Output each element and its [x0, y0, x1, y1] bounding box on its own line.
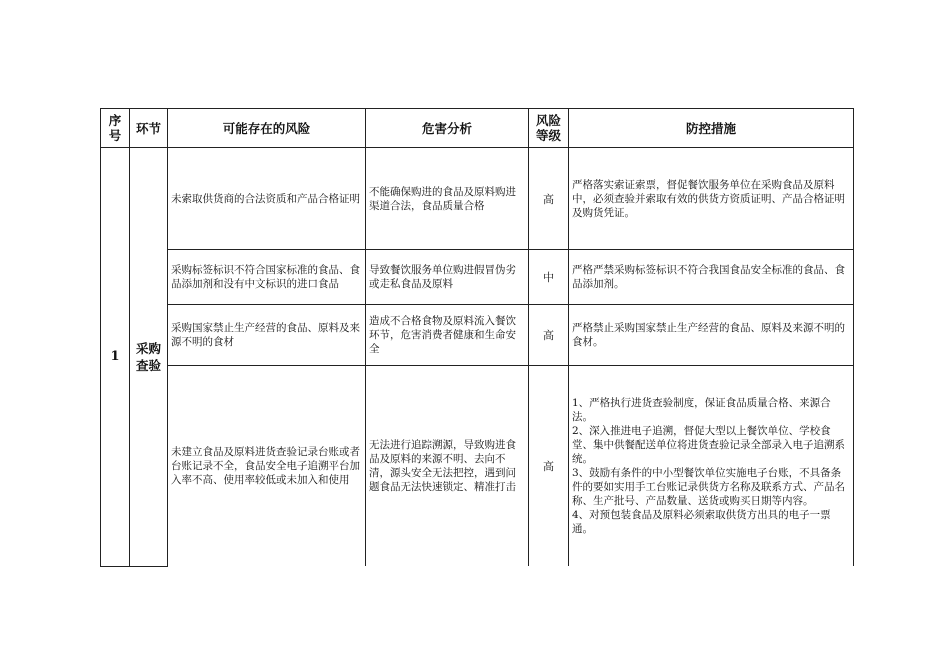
stage-cell	[130, 148, 168, 567]
level-cell: 高	[529, 366, 569, 567]
measures-cell	[569, 366, 854, 567]
level-cell: 高	[529, 148, 569, 250]
header-stage: 环节	[130, 109, 168, 148]
harm-cell: 造成不合格食物及原料流入餐饮环节，危害消费者健康和生命安全	[366, 305, 529, 366]
measure-item: 1、严格执行进货查验制度，保证食品质量合格、来源合法。	[572, 397, 831, 423]
table-row	[101, 148, 854, 250]
table-row	[101, 305, 854, 366]
measure-item: 4、对预包装食品及原料必须索取供货方出具的电子一票通。	[572, 509, 831, 535]
measures-cell: 严格禁止采购国家禁止生产经营的食品、原料及来源不明的食材。	[569, 305, 854, 366]
header-level-line1: 风险	[535, 113, 561, 128]
stage-line1: 采购	[135, 340, 161, 356]
header-level	[529, 109, 569, 148]
header-row	[101, 109, 854, 148]
risk-cell: 未建立食品及原料进货查验记录台账或者台账记录不全，食品安全电子追溯平台加入率不高、使用率较低或未加入和使用	[168, 366, 366, 567]
measure-item: 3、鼓励有条件的中小型餐饮单位实施电子台账，不具备条件的要如实用手工台账记录供货方名称及联系方式、产品名称、生产批号、产品数量、送货或购买日期等内容。	[572, 467, 845, 507]
header-seq: 序号	[101, 109, 130, 148]
risk-cell: 未索取供货商的合法资质和产品合格证明	[168, 148, 366, 250]
measures-cell: 严格严禁采购标签标识不符合我国食品安全标准的食品、食品添加剂。	[569, 250, 854, 305]
harm-cell: 导致餐饮服务单位购进假冒伪劣或走私食品及原料	[366, 250, 529, 305]
table-row	[101, 366, 854, 567]
measure-item: 2、深入推进电子追溯，督促大型以上餐饮单位、学校食堂、集中供餐配送单位将进货查验记录全部录入电子追溯系统。	[572, 425, 845, 465]
level-cell: 高	[529, 305, 569, 366]
row-number: 1	[101, 148, 130, 567]
level-cell: 中	[529, 250, 569, 305]
risk-cell: 采购国家禁止生产经营的食品、原料及来源不明的食材	[168, 305, 366, 366]
stage-line2: 查验	[135, 357, 161, 373]
harm-cell: 不能确保购进的食品及原料购进渠道合法，食品质量合格	[366, 148, 529, 250]
measures-cell: 严格落实索证索票，督促餐饮服务单位在采购食品及原料中，必须查验并索取有效的供货方资质证明、产品合格证明及购货凭证。	[569, 148, 854, 250]
header-level-line2: 等级	[535, 128, 561, 143]
risk-control-table	[100, 108, 854, 567]
risk-cell: 采购标签标识不符合国家标准的食品、食品添加剂和没有中文标识的进口食品	[168, 250, 366, 305]
table-row	[101, 250, 854, 305]
header-measures: 防控措施	[569, 109, 854, 148]
header-risk: 可能存在的风险	[168, 109, 366, 148]
header-harm: 危害分析	[366, 109, 529, 148]
harm-cell: 无法进行追踪溯源，导致购进食品及原料的来源不明、去向不清，源头安全无法把控，遇到问题食品无法快速锁定、精准打击	[366, 366, 529, 567]
